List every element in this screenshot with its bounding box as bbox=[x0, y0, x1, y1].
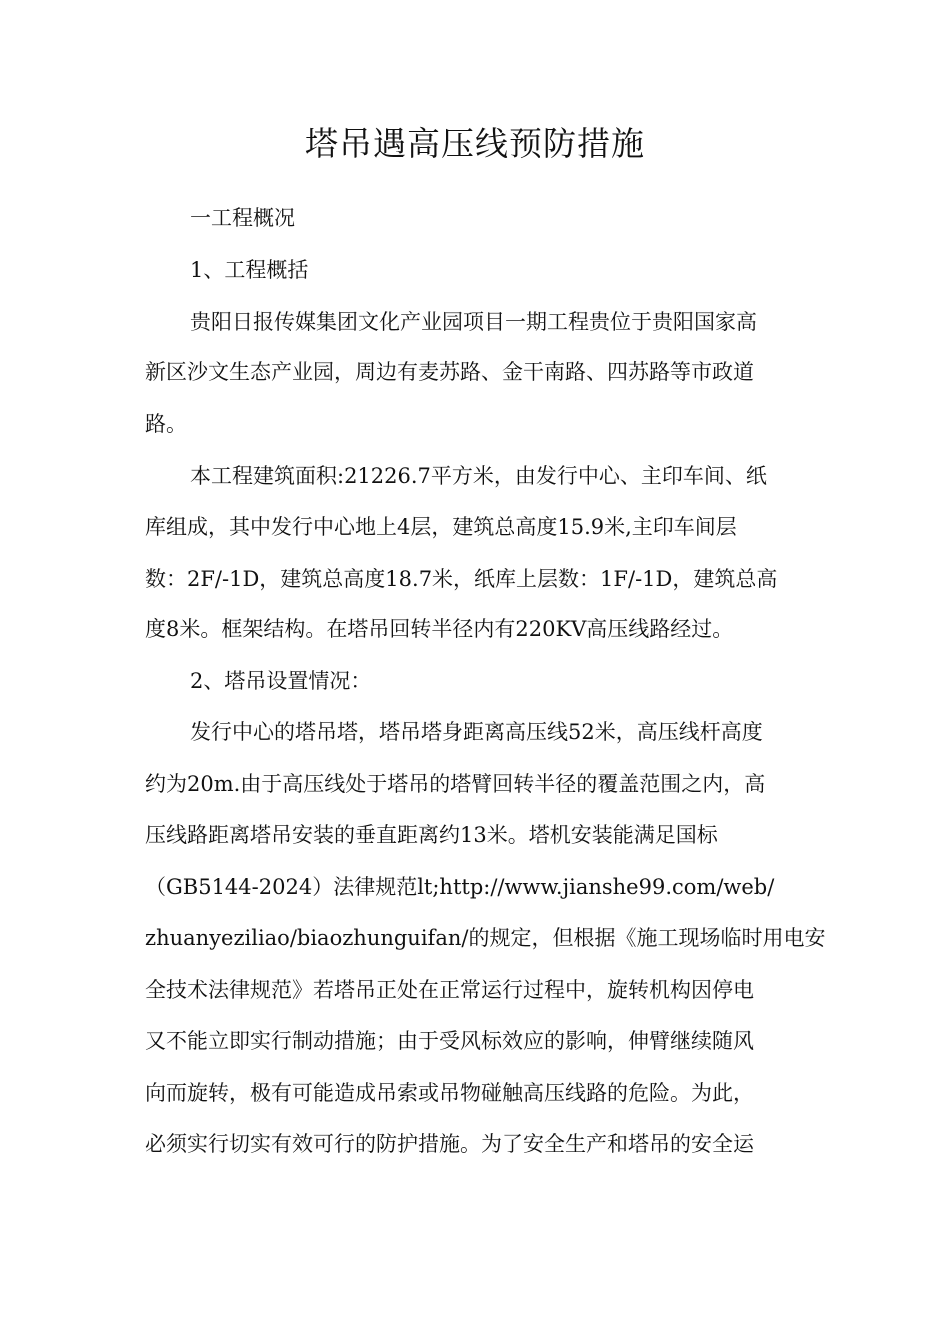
paragraph-line: 向而旋转，极有可能造成吊索或吊物碰触高压线路的危险。为此， bbox=[145, 1081, 754, 1105]
subsection-heading: 2、塔吊设置情况： bbox=[190, 669, 372, 693]
paragraph-line: 库组成，其中发行中心地上4层，建筑总高度15.9米,主印车间层 bbox=[145, 515, 737, 539]
paragraph-line: 压线路距离塔吊安装的垂直距离约13米。塔机安装能满足国标 bbox=[145, 823, 718, 847]
paragraph-line: 必须实行切实有效可行的防护措施。为了安全生产和塔吊的安全运 bbox=[145, 1132, 754, 1156]
section-heading: 一工程概况 bbox=[190, 206, 295, 230]
paragraph-line: zhuanyeziliao/biaozhunguifan/的规定，但根据《施工现场临时用电安 bbox=[145, 926, 826, 950]
paragraph-line: 发行中心的塔吊塔，塔吊塔身距离高压线52米，高压线杆高度 bbox=[190, 720, 763, 744]
paragraph-line: 新区沙文生态产业园，周边有麦苏路、金干南路、四苏路等市政道 bbox=[145, 360, 754, 384]
document-title: 塔吊遇高压线预防措施 bbox=[305, 124, 645, 163]
paragraph-line: 贵阳日报传媒集团文化产业园项目一期工程贵位于贵阳国家高 bbox=[190, 310, 757, 334]
subsection-heading: 1、工程概括 bbox=[190, 258, 309, 282]
paragraph-line: 约为20m.由于高压线处于塔吊的塔臂回转半径的覆盖范围之内，高 bbox=[145, 772, 766, 796]
paragraph-line: （GB5144-2024）法律规范lt;http://www.jianshe99.com/web/ bbox=[145, 875, 775, 899]
paragraph-line: 路。 bbox=[145, 412, 187, 436]
paragraph-line: 全技术法律规范》若塔吊正处在正常运行过程中，旋转机构因停电 bbox=[145, 978, 754, 1002]
paragraph-line: 又不能立即实行制动措施；由于受风标效应的影响，伸臂继续随风 bbox=[145, 1029, 754, 1053]
paragraph-line: 本工程建筑面积:21226.7平方米，由发行中心、主印车间、纸 bbox=[190, 464, 767, 488]
paragraph-line: 度8米。框架结构。在塔吊回转半径内有220KV高压线路经过。 bbox=[145, 617, 734, 641]
paragraph-line: 数：2F/-1D，建筑总高度18.7米，纸库上层数：1F/-1D，建筑总高 bbox=[145, 567, 778, 591]
